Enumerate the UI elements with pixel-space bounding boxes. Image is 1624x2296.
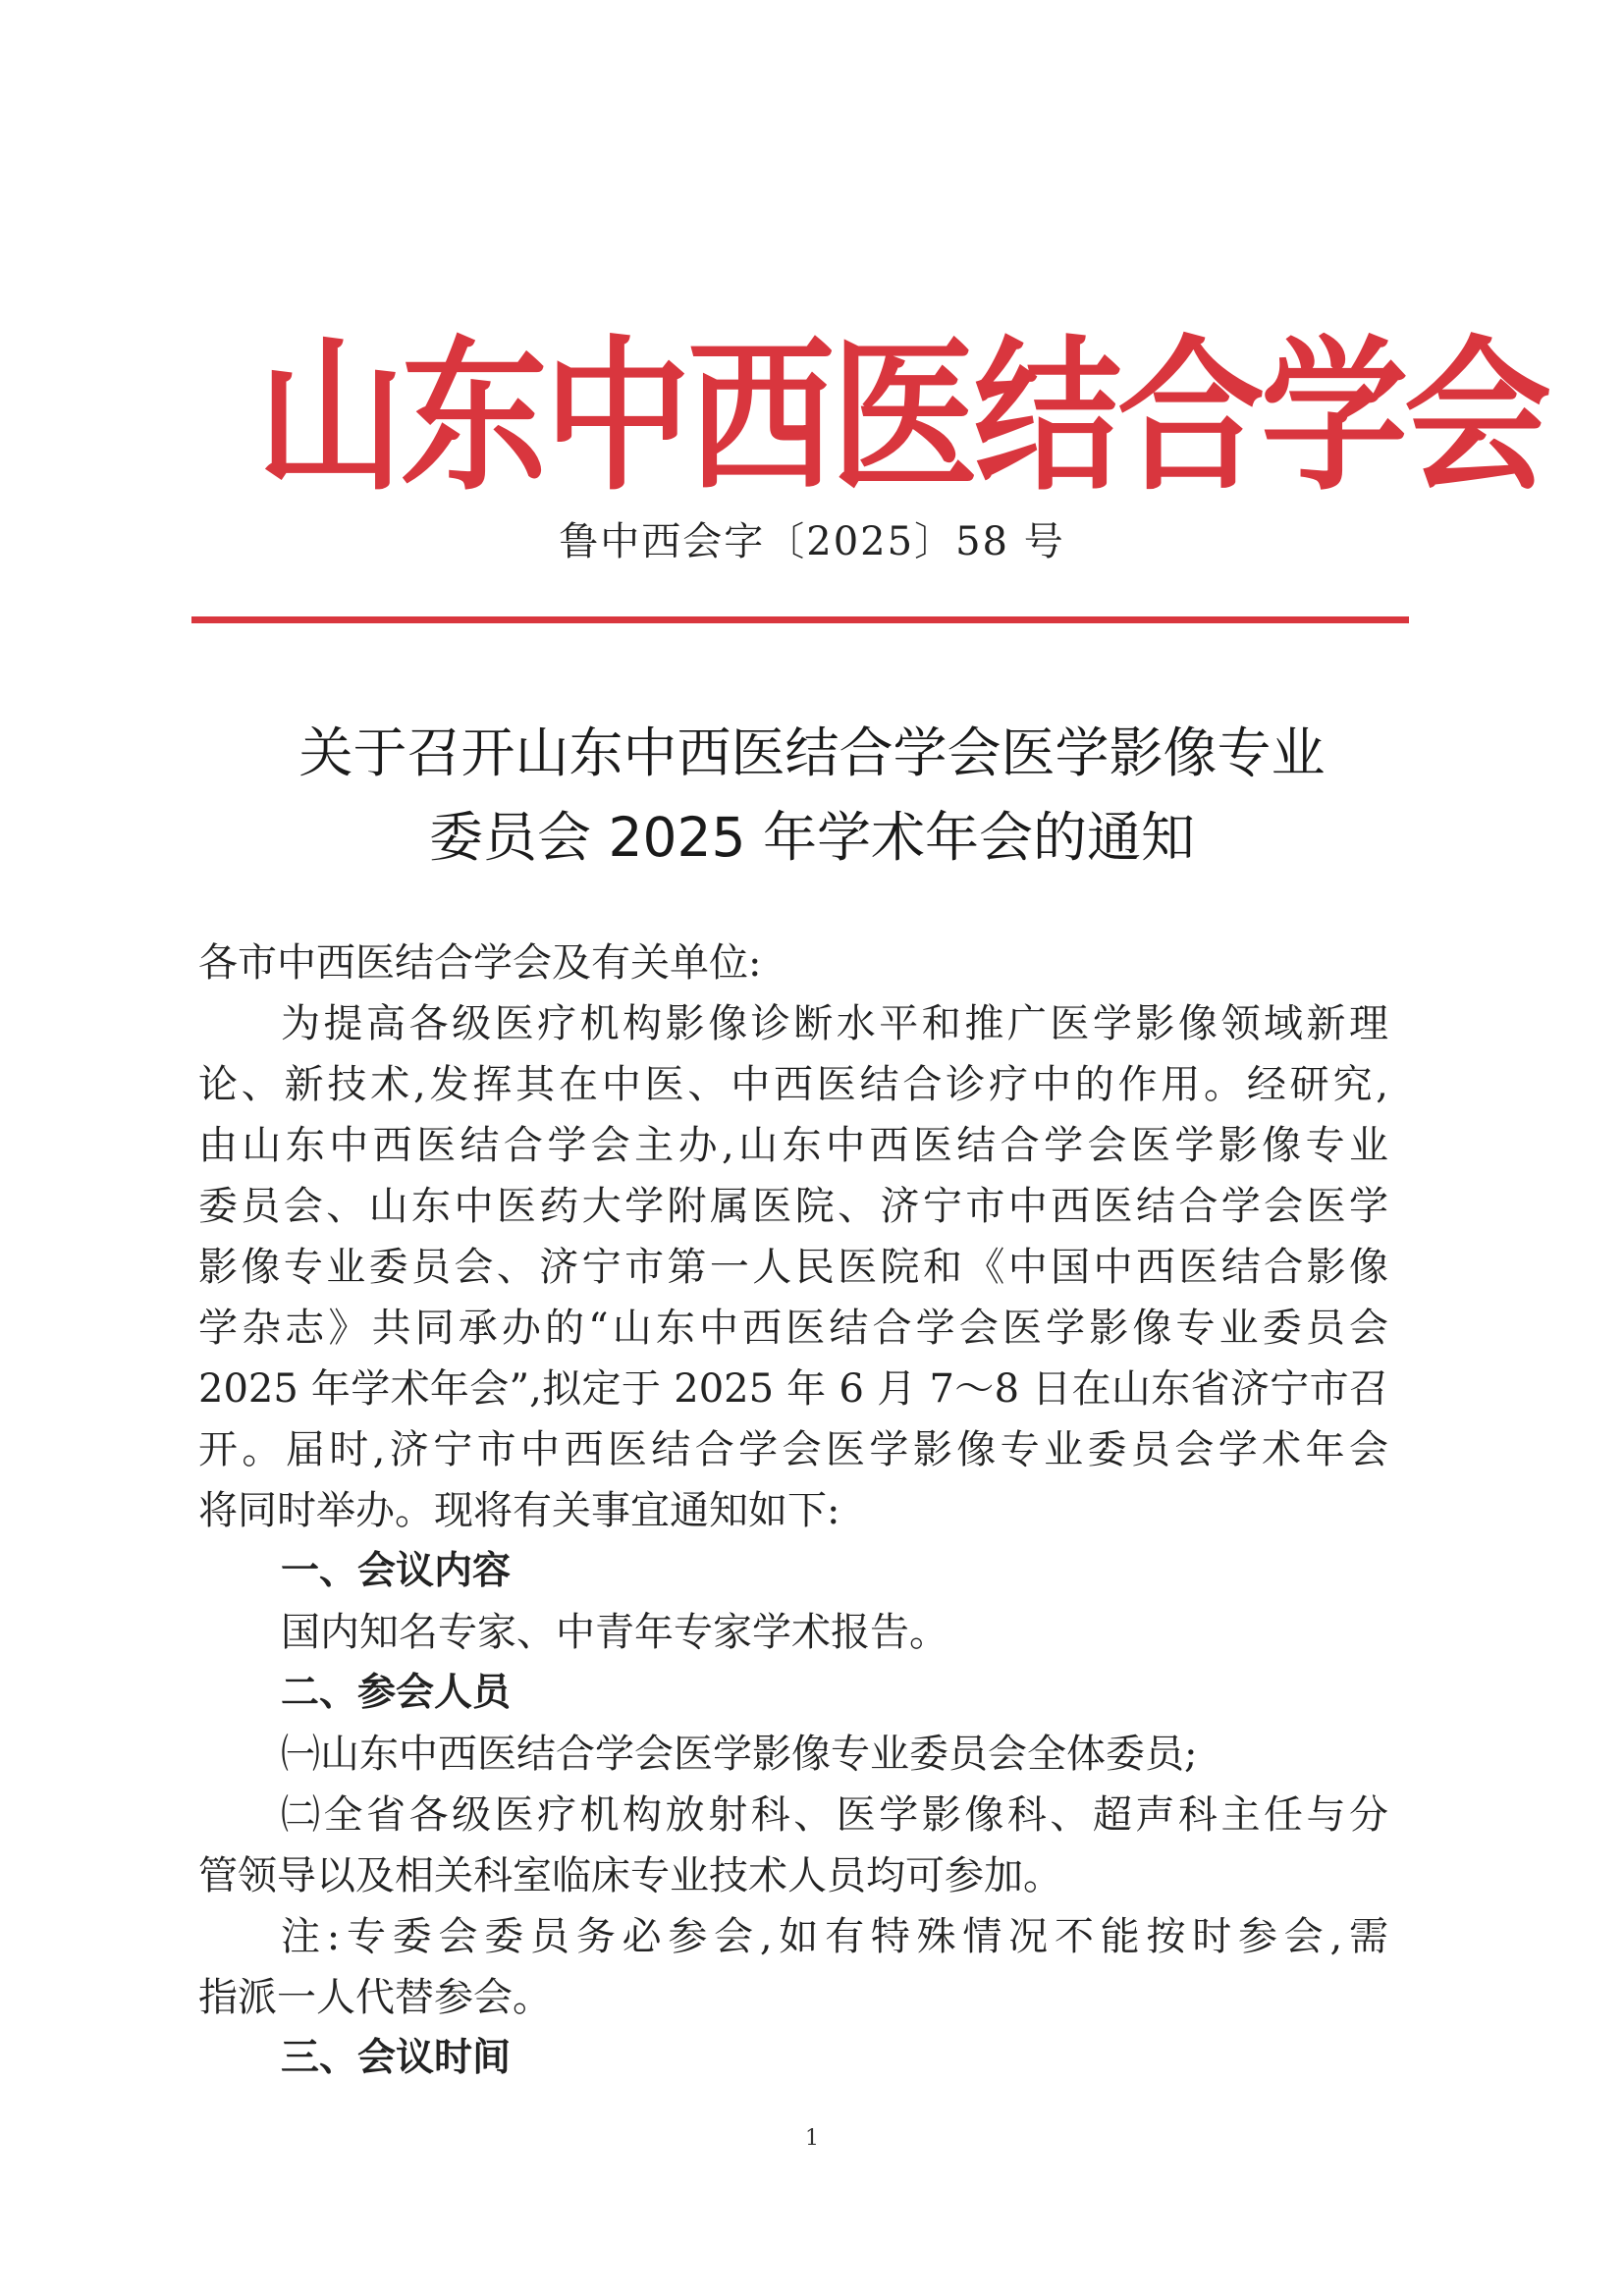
document-number: 鲁中西会字〔2025〕58 号	[559, 519, 1065, 564]
attendee-note-line-1: 注:专委会委员务必参会,如有特殊情况不能按时参会,需	[281, 1914, 1388, 1959]
section-heading-attendees: 二、参会人员	[281, 1671, 512, 1715]
intro-line: 委员会、山东中医药大学附属医院、济宁市中西医结合学会医学	[198, 1184, 1388, 1229]
intro-line: 将同时举办。现将有关事宜通知如下:	[198, 1488, 840, 1533]
masthead-org-name: 山东中西医结合学会	[257, 319, 1548, 513]
meeting-content-text: 国内知名专家、中青年专家学术报告。	[281, 1610, 948, 1655]
intro-line: 为提高各级医疗机构影像诊断水平和推广医学影像领域新理	[281, 1001, 1388, 1046]
section-heading-meeting-time: 三、会议时间	[281, 2036, 512, 2080]
intro-line: 开。届时,济宁市中西医结合学会医学影像专业委员会学术年会	[198, 1427, 1388, 1472]
page-number: 1	[805, 2126, 819, 2151]
notice-title-line-2: 委员会 2025 年学术年会的通知	[429, 806, 1195, 869]
intro-line: 2025 年学术年会”,拟定于 2025 年 6 月 7～8 日在山东省济宁市召	[198, 1366, 1388, 1412]
notice-body	[198, 933, 1388, 2089]
notice-title-line-1: 关于召开山东中西医结合学会医学影像专业	[298, 721, 1326, 784]
intro-line: 学杂志》共同承办的“山东中西医结合学会医学影像专业委员会	[198, 1306, 1388, 1351]
attendee-item-2-line-1: ㈡全省各级医疗机构放射科、医学影像科、超声科主任与分	[281, 1792, 1388, 1838]
attendee-item-1: ㈠山东中西医结合学会医学影像专业委员会全体委员;	[281, 1732, 1198, 1777]
intro-line: 由山东中西医结合学会主办,山东中西医结合学会医学影像专业	[198, 1123, 1388, 1168]
red-divider-line	[191, 616, 1409, 623]
section-heading-meeting-content: 一、会议内容	[281, 1549, 512, 1593]
intro-line: 影像专业委员会、济宁市第一人民医院和《中国中西医结合影像	[198, 1245, 1388, 1290]
intro-line: 论、新技术,发挥其在中医、中西医结合诊疗中的作用。经研究,	[198, 1062, 1388, 1107]
attendee-item-2-line-2: 管领导以及相关科室临床专业技术人员均可参加。	[198, 1853, 1062, 1898]
salutation: 各市中西医结合学会及有关单位:	[198, 940, 762, 986]
attendee-note-line-2: 指派一人代替参会。	[198, 1975, 552, 2020]
notice-title	[0, 711, 1624, 880]
